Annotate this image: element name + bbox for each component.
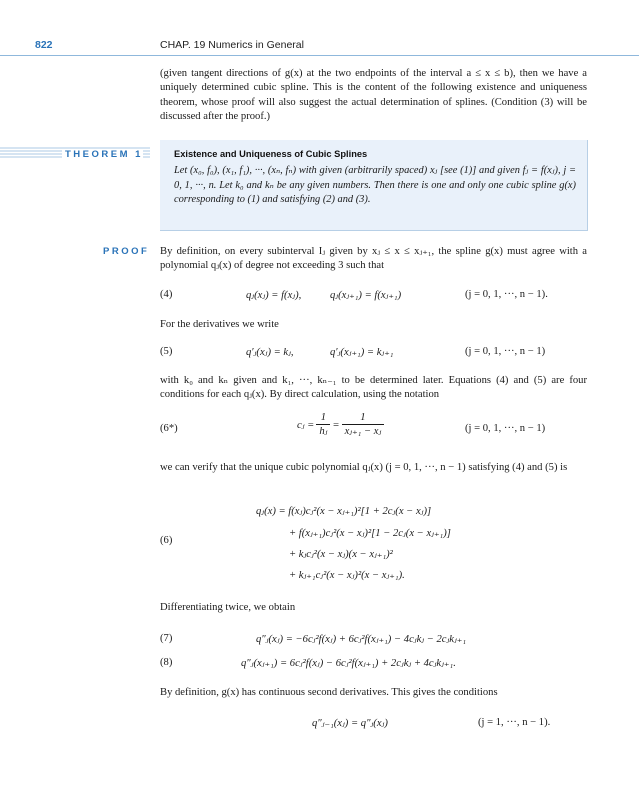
proof-paragraph-5: Differentiating twice, we obtain [160, 602, 296, 613]
eq6star-label: (6*) [160, 423, 178, 434]
eq6star-condition: (j = 0, 1, ···, n − 1) [465, 423, 546, 434]
eq6star-frac1-den: hⱼ [319, 426, 328, 437]
eq6star-expression [297, 409, 386, 441]
eq6star-fraction-1 [316, 412, 330, 438]
eq6star-frac2-num: 1 [342, 412, 385, 425]
eq5-label: (5) [160, 346, 173, 357]
eq6star-fraction-2 [342, 412, 385, 438]
eq4-condition: (j = 0, 1, ···, n − 1). [465, 289, 548, 300]
proof-paragraph-4: we can verify that the unique cubic polynomial qⱼ(x) (j = 0, 1, ···, n − 1) satisfying (4) and (5) is [160, 462, 568, 473]
eq6star-frac1-num: 1 [316, 412, 330, 425]
eq5-left: q′ⱼ(xⱼ) = kⱼ, [246, 347, 294, 358]
proof-paragraph-2: For the derivatives we write [160, 319, 279, 330]
eq6star-lhs: cⱼ = [297, 420, 315, 431]
proof-paragraph-6: By definition, g(x) has continuous second derivatives. This gives the conditions [160, 687, 498, 698]
eq4-label: (4) [160, 289, 173, 300]
continuity-equation: q″ⱼ₋₁(xⱼ) = q″ⱼ(xⱼ) [312, 718, 388, 729]
intro-paragraph: (given tangent directions of g(x) at the two endpoints of the interval a ≤ x ≤ b), then we have a uniquely determined cubic spline. This is the content of the following existence and uniqueness theorem, whose proof will also suggest the actual determination of splines. (Condition (3) will be discussed after the proof.) [160, 68, 587, 122]
eq5-right: q′ⱼ(xⱼ₊₁) = kⱼ₊₁ [330, 347, 394, 358]
proof-paragraph-3: with k₀ and kₙ given and k₁, ···, kₙ₋₁ to be determined later. Equations (4) and (5) are four conditions for each qⱼ(x). By direct calculation, using the notation [160, 375, 587, 401]
theorem-body: Let (x₀, f₀), (x₁, f₁), ···, (xₙ, fₙ) with given (arbitrarily spaced) xⱼ [see (1)] and given fⱼ = f(xⱼ), j = 0, 1, ···, n. Let k₀ and kₙ be any given numbers. Then there is one and only one cubic spline g(x) corresponding to (1) and satisfying (2) and (3). [174, 165, 576, 206]
eq8-label: (8) [160, 657, 173, 668]
eq7-expression: q″ⱼ(xⱼ) = −6cⱼ²f(xⱼ) + 6cⱼ²f(xⱼ₊₁) − 4cⱼkⱼ − 2cⱼkⱼ₊₁ [256, 634, 467, 645]
proof-paragraph-1: By definition, on every subinterval Iⱼ given by xⱼ ≤ x ≤ xⱼ₊₁, the spline g(x) must agree with a polynomial qⱼ(x) of degree not exceeding 3 such that [160, 246, 587, 272]
eq6-line-1: qⱼ(x) = f(xⱼ)cⱼ²(x − xⱼ₊₁)²[1 + 2cⱼ(x − xⱼ)] [256, 506, 432, 517]
eq7-label: (7) [160, 633, 173, 644]
eq6star-equals: = [332, 419, 340, 431]
eq8-expression: q″ⱼ(xⱼ₊₁) = 6cⱼ²f(xⱼ) − 6cⱼ²f(xⱼ₊₁) + 2cⱼkⱼ + 4cⱼkⱼ₊₁. [241, 658, 456, 669]
chapter-heading: CHAP. 19 Numerics in General [160, 39, 304, 51]
eq4-left: qⱼ(xⱼ) = f(xⱼ), [246, 290, 302, 301]
continuity-condition: (j = 1, ···, n − 1). [478, 717, 551, 728]
page-number: 822 [35, 39, 53, 51]
eq6star-frac2-den: xⱼ₊₁ − xⱼ [344, 426, 382, 437]
proof-label: PROOF [103, 246, 150, 257]
eq6-line-2: + f(xⱼ₊₁)cⱼ²(x − xⱼ)²[1 − 2cⱼ(x − xⱼ₊₁)] [289, 528, 451, 539]
eq6-label: (6) [160, 535, 173, 546]
eq5-condition: (j = 0, 1, ···, n − 1) [465, 346, 546, 357]
eq6-line-4: + kⱼ₊₁cⱼ²(x − xⱼ)²(x − xⱼ₊₁). [289, 570, 405, 581]
header-rule [0, 55, 639, 56]
theorem-title: Existence and Uniqueness of Cubic Splines [174, 149, 368, 159]
eq4-right: qⱼ(xⱼ₊₁) = f(xⱼ₊₁) [330, 290, 402, 301]
theorem-label: THEOREM 1 [62, 149, 143, 160]
eq6-line-3: + kⱼcⱼ²(x − xⱼ)(x − xⱼ₊₁)² [289, 549, 393, 560]
